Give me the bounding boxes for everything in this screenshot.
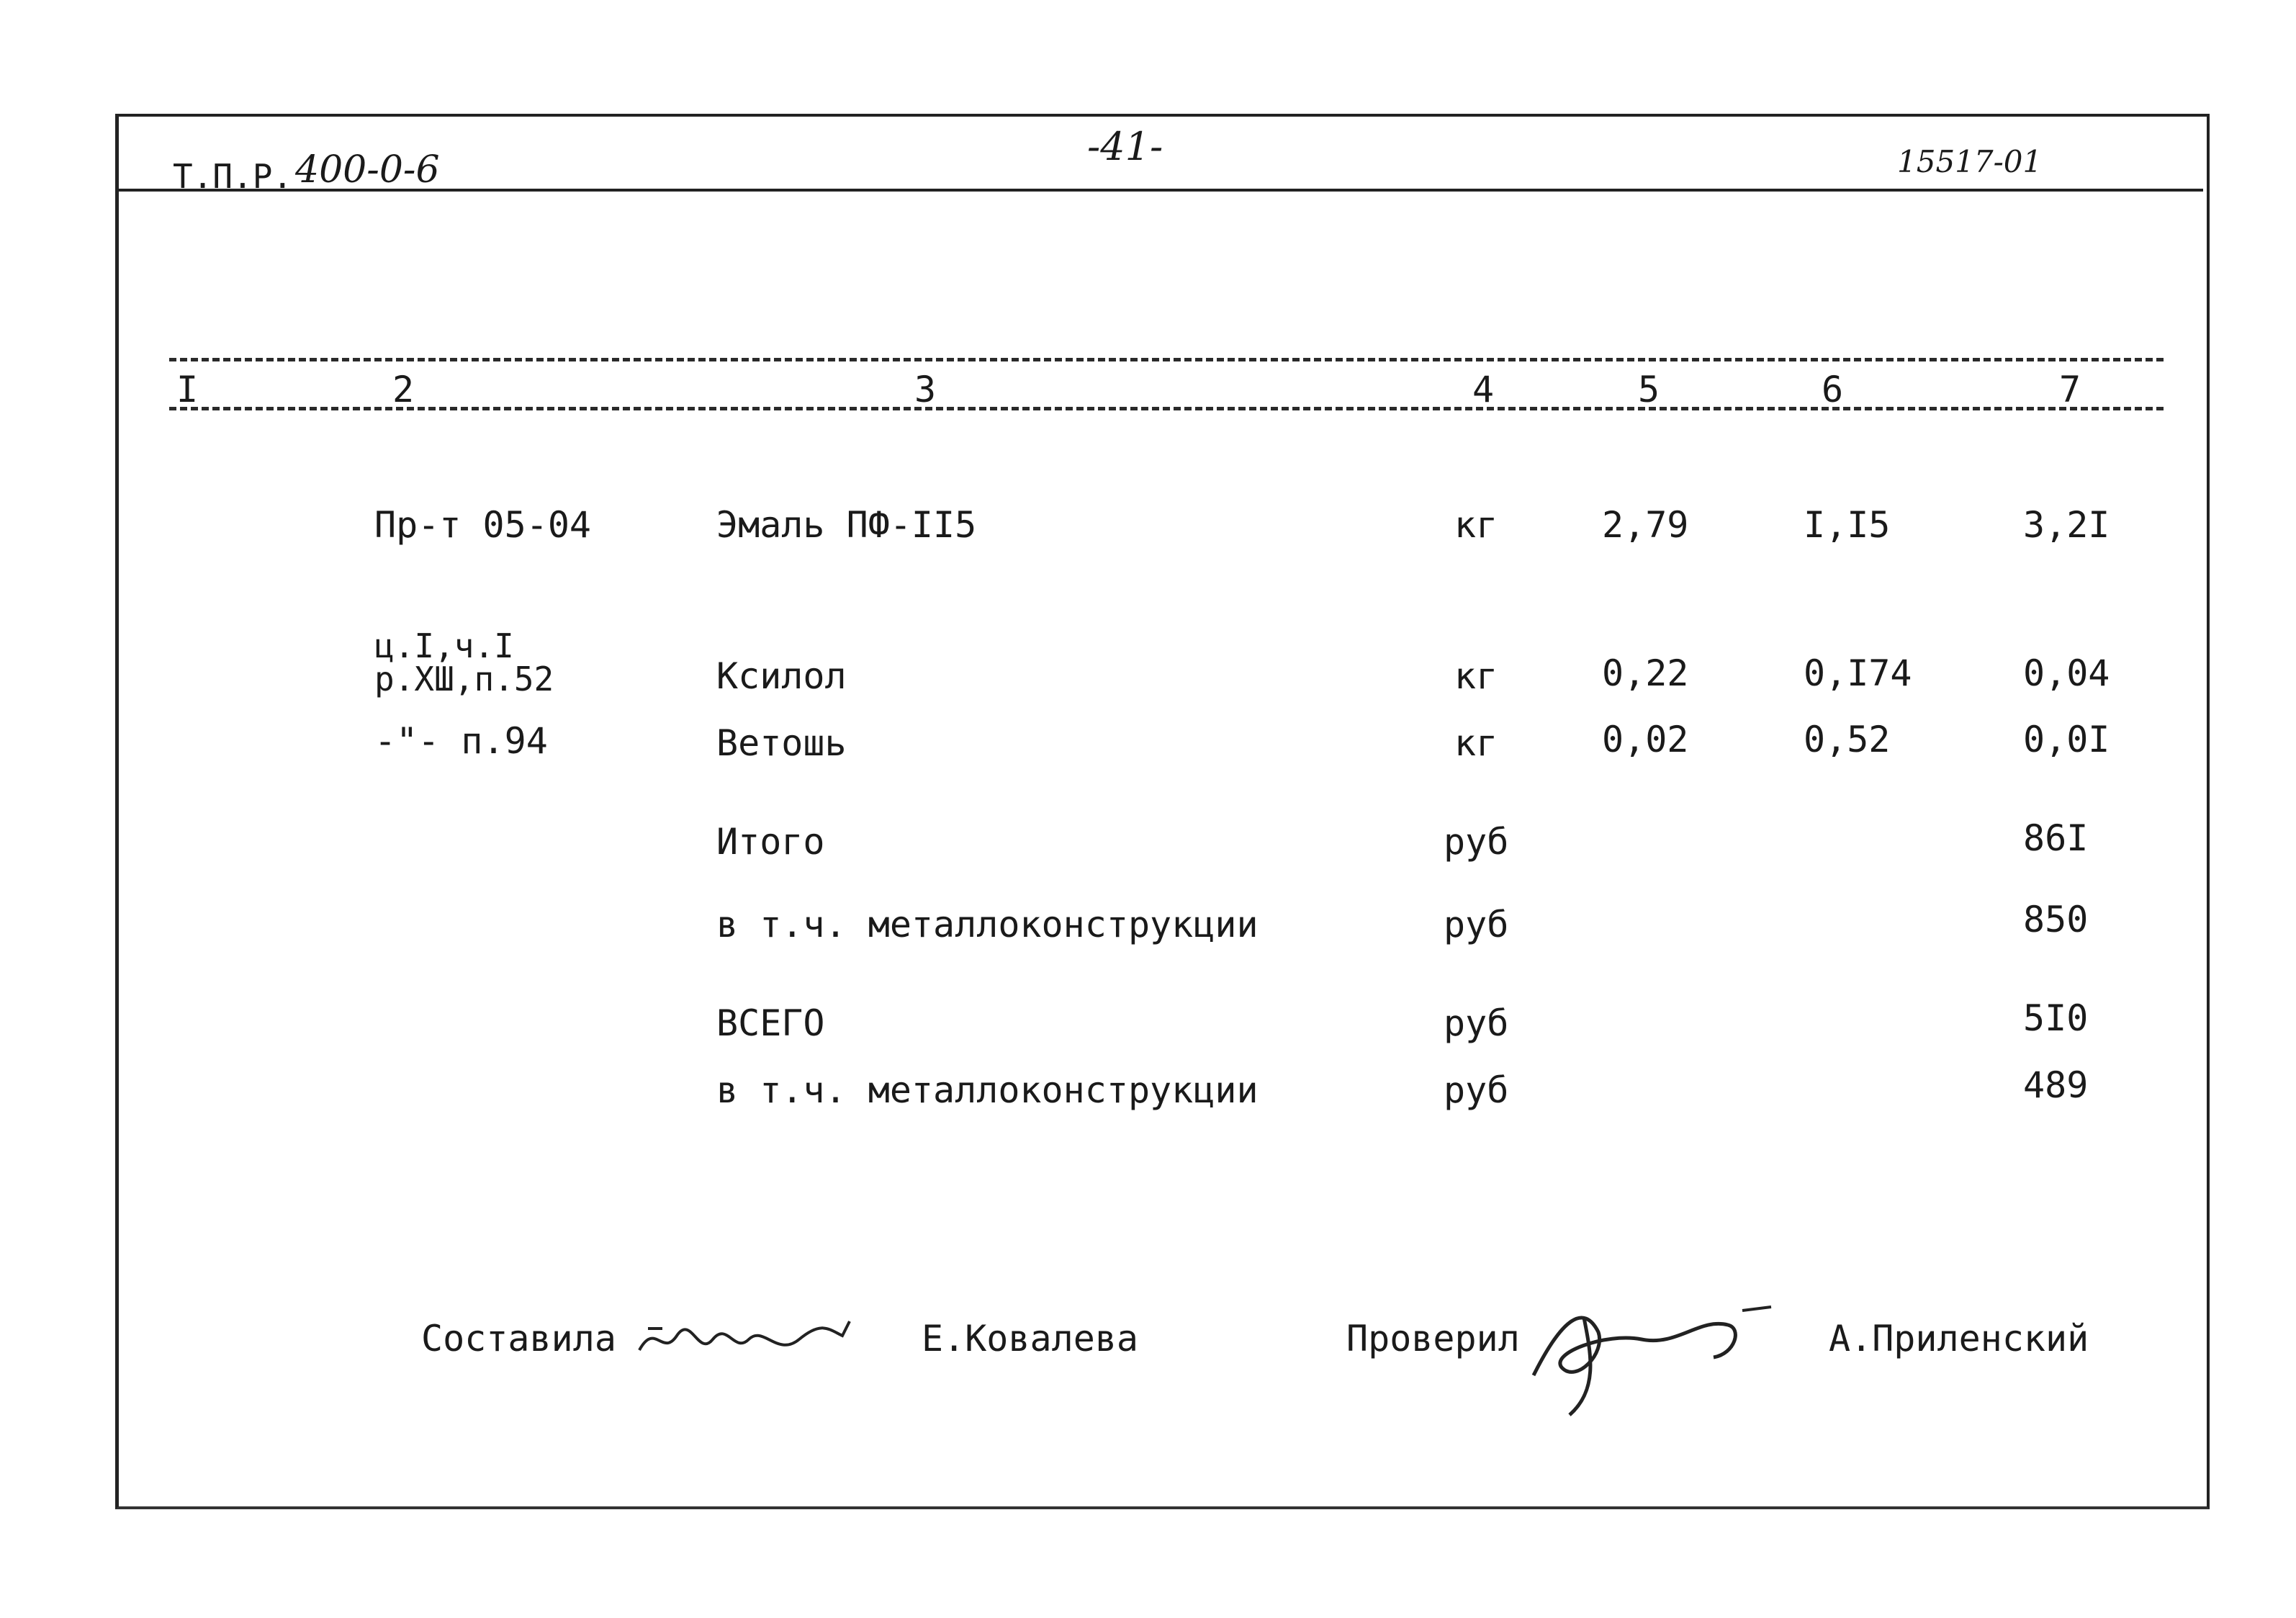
- row-col7: 0,0I: [2023, 719, 2110, 760]
- row-reference: -"- п.94: [374, 720, 548, 762]
- page-number: -41-: [1087, 124, 1163, 169]
- grand-total-unit: руб: [1444, 1002, 1509, 1044]
- row-col7: 3,2I: [2023, 504, 2110, 546]
- doc-number: 400-0-6: [295, 148, 440, 192]
- total-unit: руб: [1444, 821, 1509, 863]
- checked-by-name: А.Приленский: [1829, 1318, 2089, 1359]
- column-number-4: 4: [1472, 369, 1495, 410]
- column-number-6: 6: [1822, 369, 1844, 410]
- row-col5: 0,22: [1602, 652, 1689, 694]
- total-unit: руб: [1444, 1069, 1509, 1111]
- grand-total-value: 5I0: [2023, 997, 2089, 1039]
- grand-total-label: ВСЕГО: [716, 1002, 825, 1044]
- table-header-bottom-rule: [169, 407, 2164, 410]
- total-value: 850: [2023, 899, 2089, 940]
- column-number-3: 3: [914, 369, 937, 410]
- row-reference: р.ХШ,п.52: [374, 660, 554, 698]
- row-col6: 0,I74: [1804, 652, 1912, 694]
- column-number-1: I: [176, 369, 199, 410]
- row-col5: 2,79: [1602, 504, 1689, 546]
- column-number-5: 5: [1638, 369, 1660, 410]
- document-frame: [115, 114, 2210, 1509]
- doc-prefix: Т.П.Р.: [173, 157, 293, 196]
- row-reference: Пр-т 05-04: [374, 504, 592, 546]
- compiler-signature-scribble: [634, 1307, 864, 1372]
- total-label: Итого: [716, 821, 825, 863]
- column-number-7: 7: [2059, 369, 2081, 410]
- total-unit: руб: [1444, 904, 1509, 945]
- row-unit: кг: [1454, 504, 1498, 546]
- row-reference-line1: ц.I,ч.I: [374, 626, 514, 665]
- compiled-by-name: Е.Ковалева: [922, 1318, 1139, 1359]
- table-header-top-rule: [169, 358, 2164, 361]
- compiled-by-label: Составила: [421, 1318, 616, 1359]
- row-unit: кг: [1454, 722, 1498, 764]
- row-unit: кг: [1454, 655, 1498, 697]
- row-col7: 0,04: [2023, 652, 2110, 694]
- row-material: Ветошь: [716, 722, 847, 764]
- checker-signature-scribble: [1519, 1289, 1778, 1426]
- column-number-2: 2: [392, 369, 415, 410]
- total-label: в т.ч. металлоконструкции: [716, 1069, 1259, 1111]
- row-material: Ксилол: [716, 655, 847, 697]
- row-col6: 0,52: [1804, 719, 1891, 760]
- total-label: в т.ч. металлоконструкции: [716, 904, 1259, 945]
- row-col6: I,I5: [1804, 504, 1891, 546]
- row-col5: 0,02: [1602, 719, 1689, 760]
- total-value: 86I: [2023, 817, 2089, 859]
- row-material: Эмаль ПФ-II5: [716, 504, 977, 546]
- archive-number: 15517-01: [1897, 144, 2043, 179]
- total-value: 489: [2023, 1064, 2089, 1106]
- checked-by-label: Проверил: [1346, 1318, 1520, 1359]
